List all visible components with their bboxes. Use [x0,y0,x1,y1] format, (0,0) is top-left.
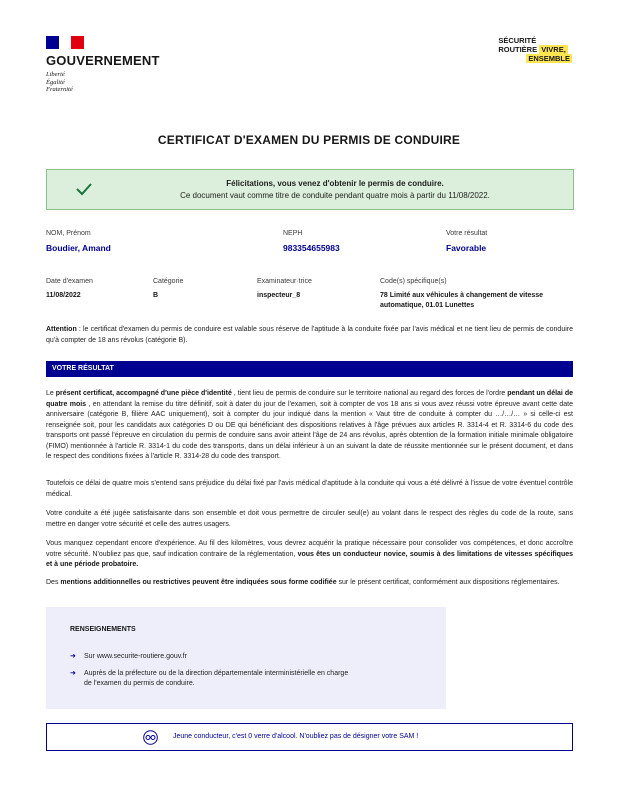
document-title: CERTIFICAT D'EXAMEN DU PERMIS DE CONDUIRE [157,133,461,147]
paragraph-novice: Vous manquez cependant encore d'expérience. Au fil des kilomètres, vous devrez acquérir la pratique nécessaire pour consolider vos compétences, et donc accroître votre sécurité. N'oubliez pas que, sauf indication contraire de la réglementation, vous êtes un conducteur novice, soumis à des limitations de vitesses spécifiques et à une période probatoire. [46,540,574,568]
exam-category: B [153,292,159,299]
republic-motto: Liberté Égalité Fraternité [46,71,73,93]
field-name: NOM, Prénom Boudier, Amand [46,230,111,253]
success-message: Félicitations, vous venez d'obtenir le permis de conduire. [226,179,444,188]
section-title: VOTRE RÉSULTAT [46,361,573,377]
success-alert [46,169,574,210]
info-item-prefecture: ➜ Auprès de la préfecture ou de la direction départementale interministérielle en charge de l'examen du permis de conduire. [70,670,349,687]
examiner-name: inspecteur_8 [257,292,301,299]
info-title: RENSEIGNEMENTS [70,626,136,633]
exam-result: Favorable [446,243,487,253]
government-name: GOUVERNEMENT [46,53,160,68]
specific-codes-line1: 78 Limité aux véhicules à changement de vitesse [380,292,544,299]
attention-notice: Attention : le certificat d'examen du permis de conduire est valable sous réserve de l'aptitude à la conduite fixée par l'avis médical et ne tient lieu de permis de conduire qu'à compter de 18 ans révolus (catégorie B). [46,326,573,344]
paragraph-medical: Toutefois ce délai de quatre mois s'entend sans préjudice du délai fixé par l'avis médical d'aptitude à la conduite qui vous a été délivré à l'issue de votre éventuel contrôle médical. [46,480,573,498]
government-logo [46,36,160,94]
field-specific-codes: Code(s) spécifique(s) 78 Limité aux véhicules à changement de vitesse automatique, 01.01 Lunettes [380,278,575,311]
field-examiner: Examinateur·trice inspecteur_8 [257,278,312,299]
arrow-right-icon: ➜ [70,670,76,677]
info-box [46,607,446,709]
paragraph-driving: Votre conduite a été jugée satisfaisante dans son ensemble et doit vous permettre de circuler seul(e) au volant dans le respect des règles du code de la route, sans mettre en danger votre sécurité et celle des autres usagers. [46,510,573,528]
paragraph-validity: Le présent certificat, accompagné d'une pièce d'identité , tient lieu de permis de conduire sur le territoire national au regard des forces de l'ordre pendant un délai de quatre mois , en attendant la remise du titre définitif, soit à dater du jour de l'examen, soit à compter de vos 18 ans si vous avez réussi votre épreuve avant cette date anniversaire (catégorie B, filière AAC uniquement), soit à compter du jour indiqué dans la mention « Vaut titre de conduite à compter du …/…/… » si celle-ci est renseignée soit, pour les candidats aux catégories D ou DE qui bénéficiant des dispositions relatives à l'âge prévues aux articles R. 3314-4 et R. 3314-6 du code des transports ont passé l'épreuve en circulation du permis de conduire sans avoir atteint l'âge de 24 ans révolus, après obtention de la formation initiale minimale obligatoire (FIMO) mentionnée à l'article R. 3314-1 du code des transports, dans un délai inférieur à un an suivant la date de réussite mentionnée sur le présent document, et dans le respect des conditions fixées à l'article R. 3314-28 du code des transport. [46,390,574,460]
sam-glasses-icon [143,730,158,745]
info-item-website[interactable]: ➜ Sur www.securite-routiere.gouv.fr [70,653,187,660]
candidate-name: Boudier, Amand [46,243,111,253]
check-icon [75,181,93,197]
field-category: Catégorie B [153,278,184,299]
field-exam-date: Date d'examen 11/08/2022 [46,278,93,299]
neph-number: 983354655983 [283,243,340,253]
specific-codes-line2: automatique, 01.01 Lunettes [380,302,475,309]
validity-message: Ce document vaut comme titre de conduite pendant quatre mois à partir du 11/08/2022. [180,191,490,200]
sam-message: Jeune conducteur, c'est 0 verre d'alcool. N'oubliez pas de désigner votre SAM ! [173,733,419,740]
field-result: Votre résultat Favorable [446,230,488,253]
paragraph-mentions: Des mentions additionnelles ou restrictives peuvent être indiquées sous forme codifiée sur le présent certificat, conformément aux dispositions réglementaires. [46,579,560,586]
arrow-right-icon: ➜ [70,653,76,660]
french-flag-icon [46,36,84,49]
field-neph: NEPH 983354655983 [283,230,340,253]
exam-date: 11/08/2022 [46,292,81,299]
sam-reminder [46,723,573,751]
securite-routiere-logo: SÉCURITÉ ROUTIÈRE VIVRE, ENSEMBLE [498,36,570,63]
